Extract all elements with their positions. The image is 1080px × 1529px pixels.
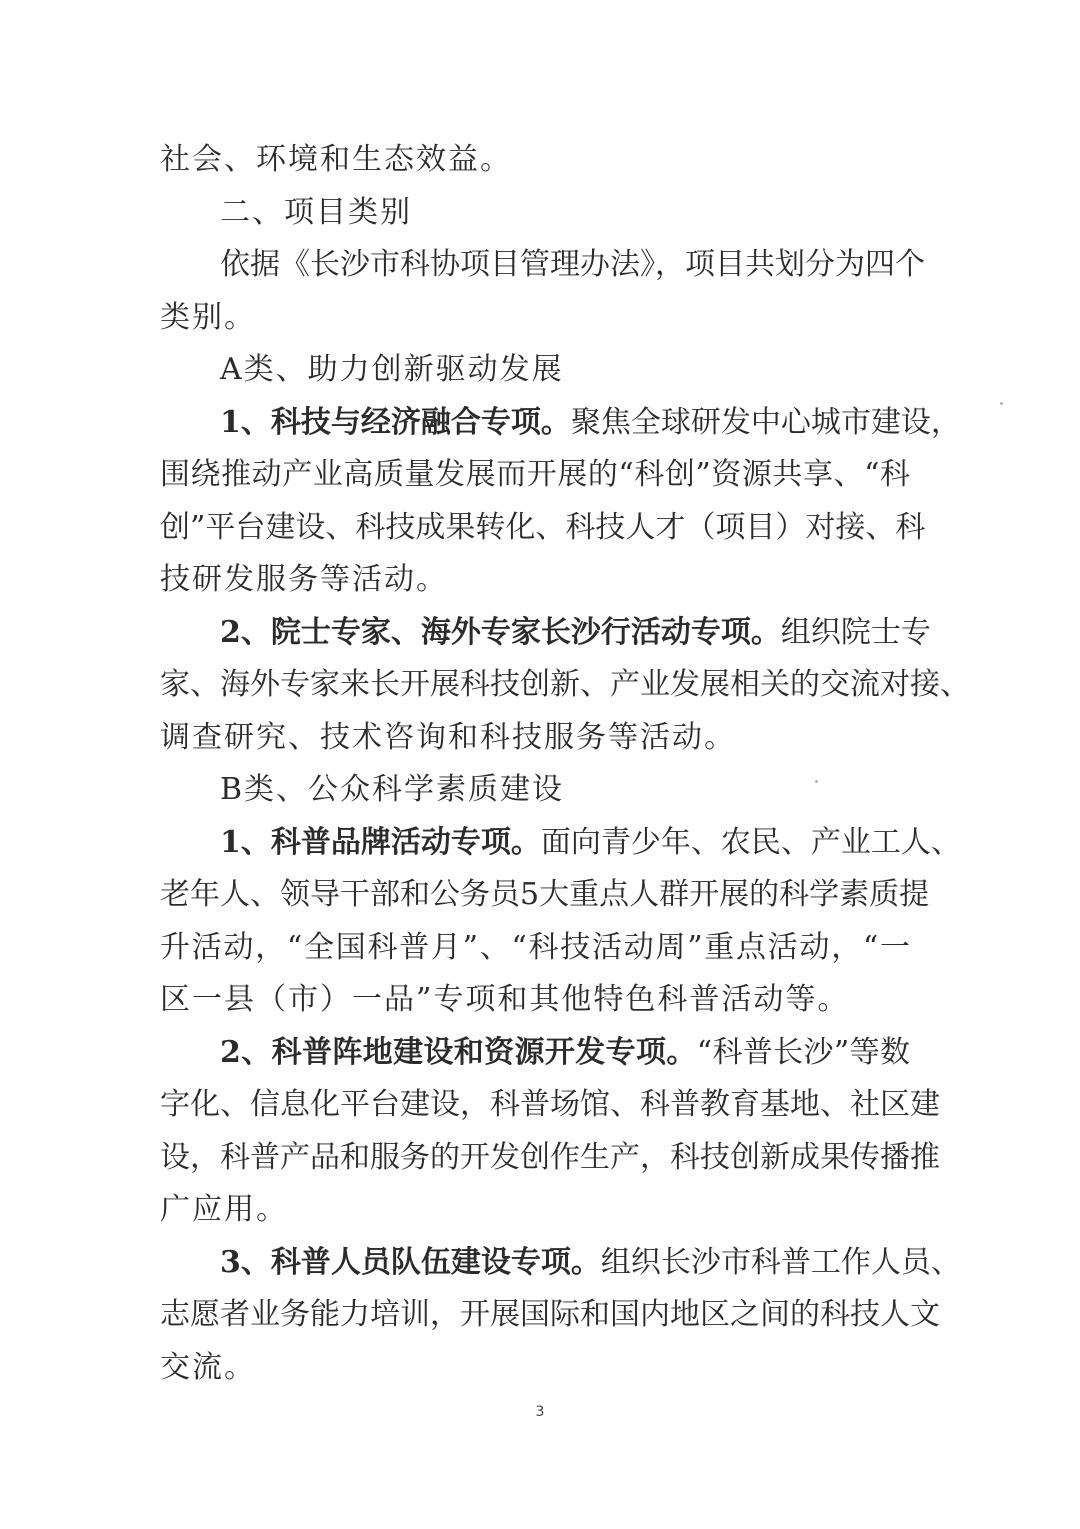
scan-speck xyxy=(1000,402,1003,405)
text-line xyxy=(160,764,910,817)
bold-lead-text: 1、科普品牌活动专项。 xyxy=(220,824,541,860)
line-text: 组织院士专 xyxy=(780,614,931,650)
line-text: B类、公众科学素质建设 xyxy=(220,772,565,807)
text-line xyxy=(160,344,910,397)
page-number: 3 xyxy=(535,1404,545,1420)
line-text: 围绕推动产业高质量发展而开展的“科创”资源共享、“科 xyxy=(160,457,910,492)
line-text: 调查研究、技术咨询和科技服务等活动。 xyxy=(160,719,736,755)
text-line xyxy=(160,449,910,502)
line-text: 广应用。 xyxy=(160,1192,288,1227)
line-text: 技研发服务等活动。 xyxy=(160,562,448,597)
line-text: 老年人、领导干部和公务员5大重点人群开展的科学素质提 xyxy=(160,877,930,912)
text-line xyxy=(160,1342,910,1395)
text-line xyxy=(160,239,925,292)
text-line xyxy=(160,1237,961,1290)
bold-lead-text: 2、院士专家、海外专家长沙行活动专项。 xyxy=(220,614,781,650)
line-text: 聚焦全球研发中心城市建设， xyxy=(570,404,961,440)
bold-lead-text: 1、科技与经济融合专项。 xyxy=(220,404,571,440)
line-text: 社会、环境和生态效益。 xyxy=(160,142,512,177)
line-text: 依据《长沙市科协项目管理办法》，项目共划分为四个 xyxy=(220,247,925,282)
line-text: 组织长沙市科普工作人员、 xyxy=(600,1244,961,1280)
line-text: 二、项目类别 xyxy=(220,194,412,230)
text-line xyxy=(160,659,970,712)
text-line xyxy=(160,712,910,765)
text-line xyxy=(160,974,910,1027)
line-text: 交流。 xyxy=(160,1349,256,1385)
text-line xyxy=(160,922,910,975)
text-line xyxy=(160,397,961,450)
line-text: 面向青少年、农民、产业工人、 xyxy=(540,824,961,860)
text-line xyxy=(160,187,910,240)
text-line xyxy=(160,1184,910,1237)
line-text: 志愿者业务能力培训，开展国际和国内地区之间的科技人文 xyxy=(160,1297,940,1332)
text-line xyxy=(160,1289,940,1342)
line-text: 创”平台建设、科技成果转化、科技人才（项目）对接、科 xyxy=(160,509,926,545)
line-text: 类别。 xyxy=(160,299,256,335)
line-text: 字化、信息化平台建设，科普场馆、科普教育基地、社区建 xyxy=(160,1087,940,1122)
line-text: 家、海外专家来长开展科技创新、产业发展相关的交流对接、 xyxy=(160,667,970,702)
line-text: 区一县（市）一品”专项和其他特色科普活动等。 xyxy=(160,982,850,1017)
text-line xyxy=(160,554,910,607)
text-line xyxy=(160,607,931,660)
line-text: 设，科普产品和服务的开发创作生产，科技创新成果传播推 xyxy=(160,1139,940,1175)
line-text: “科普长沙”等数 xyxy=(696,1034,910,1070)
scan-speck xyxy=(815,780,818,783)
bold-lead-text: 3、科普人员队伍建设专项。 xyxy=(220,1244,601,1280)
text-line xyxy=(160,1027,910,1080)
bold-lead-text: 2、科普阵地建设和资源开发专项。 xyxy=(220,1034,697,1070)
text-line xyxy=(160,1079,940,1132)
line-text: 升活动，“全国科普月”、“科技活动周”重点活动，“一 xyxy=(160,929,910,965)
text-line xyxy=(160,134,910,187)
text-line xyxy=(160,292,910,345)
text-line xyxy=(160,1132,940,1185)
document-body xyxy=(160,134,970,1394)
text-line xyxy=(160,502,926,555)
text-line xyxy=(160,817,961,870)
text-line xyxy=(160,869,930,922)
line-text: A类、助力创新驱动发展 xyxy=(220,352,564,387)
